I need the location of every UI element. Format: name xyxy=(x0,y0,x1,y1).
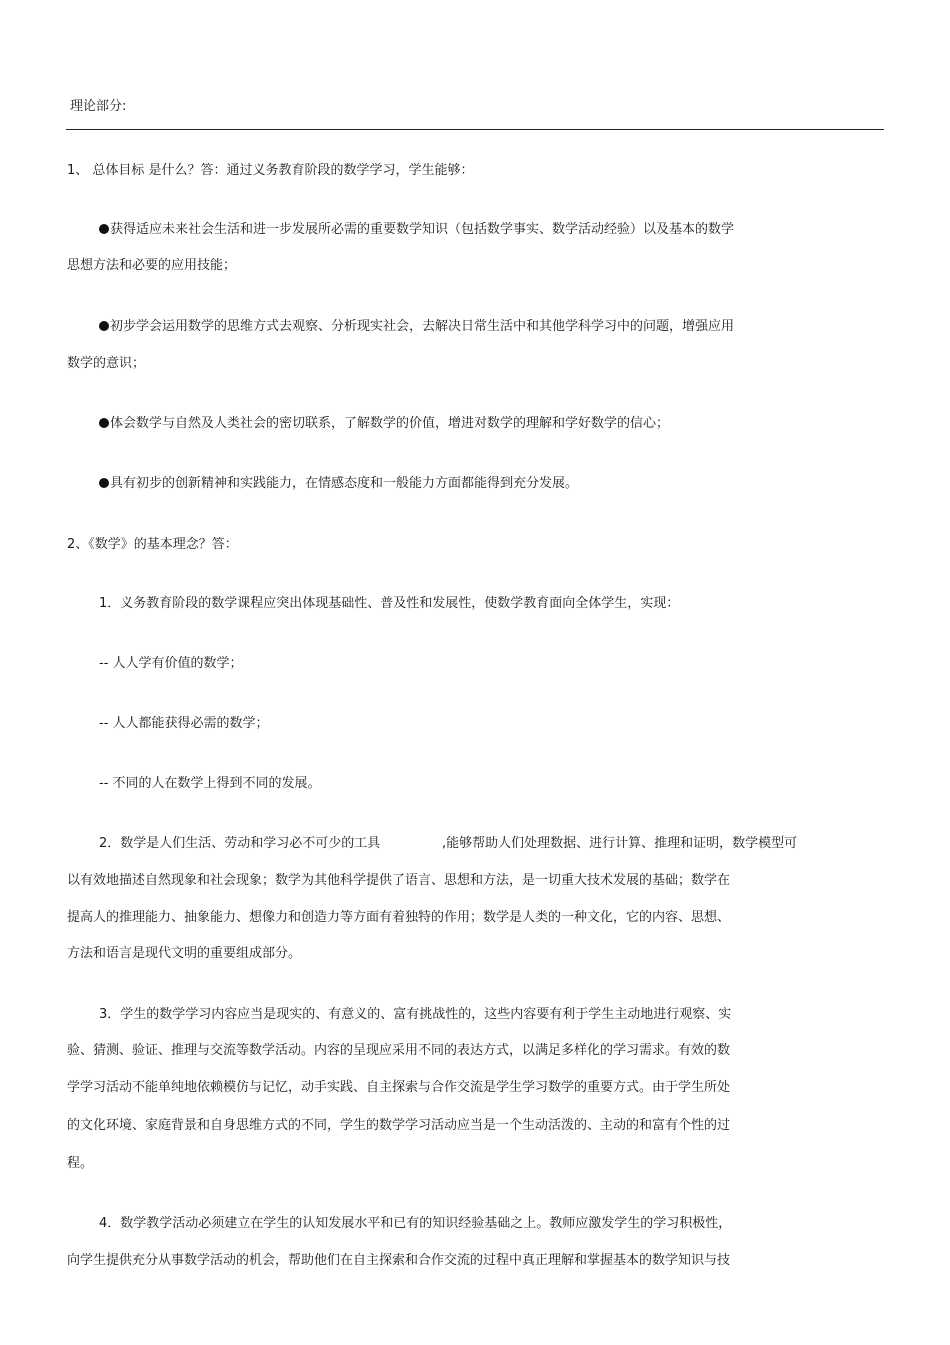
goal-item-1-line-1: 获得适应未来社会生活和进一步发展所必需的重要数学知识（包括数学事实、数学活动经验）以及基本的数学 xyxy=(99,221,734,239)
question-1: 1、 总体目标 是什么？答：通过义务教育阶段的数学学习，学生能够： xyxy=(67,163,474,178)
goal-item-4: 具有初步的创新精神和实践能力，在情感态度和一般能力方面都能得到充分发展。 xyxy=(99,475,578,493)
bullet-icon xyxy=(99,478,109,488)
concept-2-line-2: 以有效地描述自然现象和社会现象；数学为其他科学提供了语言、思想和方法，是一切重大技术发展的基础；数学在 xyxy=(67,873,731,888)
concept-3-line-1: 3．学生的数学学习内容应当是现实的、有意义的、富有挑战性的，这些内容要有利于学生主动地进行观察、实 xyxy=(99,1007,732,1022)
concept-1-dash-2: -- 人人都能获得必需的数学； xyxy=(99,716,269,731)
goal-item-2-line-1: 初步学会运用数学的思维方式去观察、分析现实社会，去解决日常生活中和其他学科学习中的问题，增强应用 xyxy=(99,318,734,336)
header-divider xyxy=(66,129,884,130)
question-2: 2、《数学》的基本理念？答： xyxy=(67,537,238,552)
concept-2-line-1b: ,能够帮助人们处理数据、进行计算、推理和证明，数学模型可 xyxy=(442,836,798,851)
concept-2-line-4: 方法和语言是现代文明的重要组成部分。 xyxy=(67,946,302,961)
concept-3-line-2: 验、猜测、验证、推理与交流等数学活动。内容的呈现应采用不同的表达方式，以满足多样化的学习需求。有效的数 xyxy=(67,1043,731,1058)
concept-3-line-5: 程。 xyxy=(67,1156,94,1171)
concept-4-line-2: 向学生提供充分从事数学活动的机会，帮助他们在自主探索和合作交流的过程中真正理解和掌握基本的数学知识与技 xyxy=(67,1253,731,1268)
concept-1: 1．义务教育阶段的数学课程应突出体现基础性、普及性和发展性，使数学教育面向全体学生，实现： xyxy=(99,596,680,611)
concept-2-line-1a: 2．数学是人们生活、劳动和学习必不可少的工具 xyxy=(99,836,381,851)
concept-3-line-4: 的文化环境、家庭背景和自身思维方式的不同，学生的数学学习活动应当是一个生动活泼的、主动的和富有个性的过 xyxy=(67,1118,731,1133)
goal-item-1-line-2: 思想方法和必要的应用技能； xyxy=(67,258,237,273)
concept-2-line-3: 提高人的推理能力、抽象能力、想像力和创造力等方面有着独特的作用；数学是人类的一种文化，它的内容、思想、 xyxy=(67,910,731,925)
concept-3-line-3: 学学习活动不能单纯地依赖模仿与记忆，动手实践、自主探索与合作交流是学生学习数学的重要方式。由于学生所处 xyxy=(67,1080,731,1095)
bullet-icon xyxy=(99,224,109,234)
concept-1-dash-1: -- 人人学有价值的数学； xyxy=(99,656,243,671)
concept-4-line-1: 4．数学教学活动必须建立在学生的认知发展水平和已有的知识经验基础之上。教师应激发学生的学习积极性， xyxy=(99,1216,732,1231)
bullet-icon xyxy=(99,321,109,331)
goal-item-2-line-2: 数学的意识； xyxy=(67,356,146,371)
concept-1-dash-3: -- 不同的人在数学上得到不同的发展。 xyxy=(99,776,321,791)
page-title: 理论部分: xyxy=(70,99,127,114)
bullet-icon xyxy=(99,418,109,428)
goal-item-3: 体会数学与自然及人类社会的密切联系，了解数学的价值，增进对数学的理解和学好数学的信心； xyxy=(99,415,669,433)
